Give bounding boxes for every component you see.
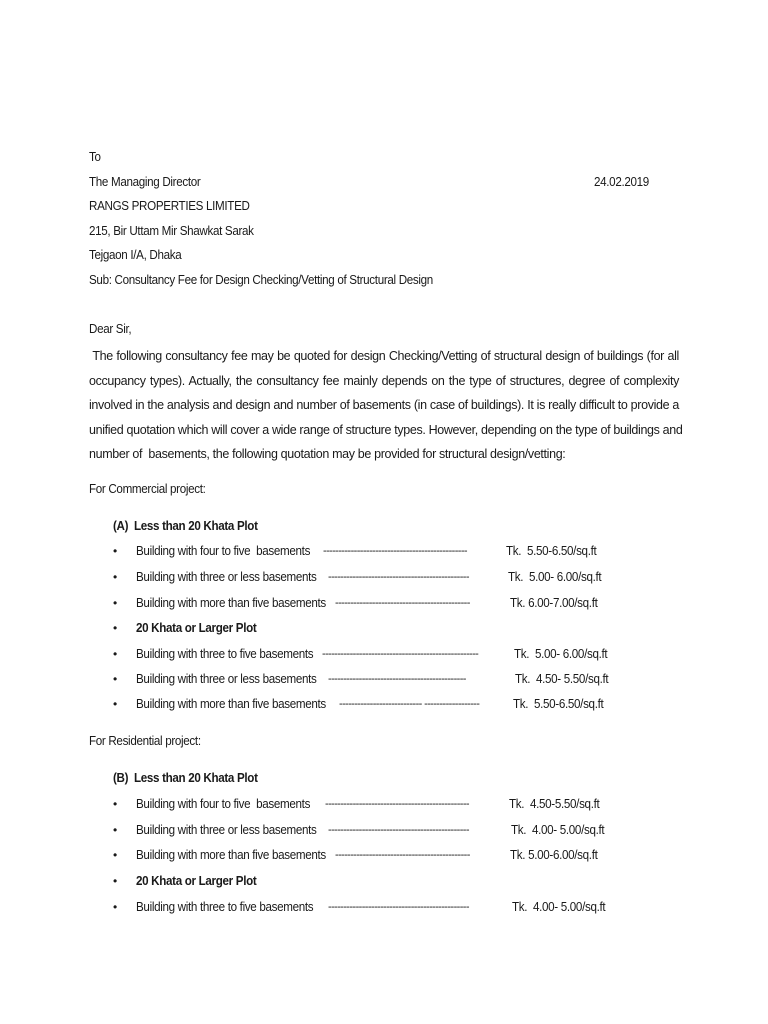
commercial-b-item-2-label: Building with three or less basements [136, 672, 317, 686]
address-line-1: 215, Bir Uttam Mir Shawkat Sarak [89, 224, 254, 238]
paragraph-line: unified quotation which will cover a wide range of structure types. However, depending on the type of buildings and [89, 422, 683, 437]
residential-b-item-1-price: Tk. 4.00- 5.00/sq.ft [512, 900, 606, 914]
address-line-2: Tejgaon I/A, Dhaka [89, 248, 182, 262]
commercial-a-item-2-label: Building with three or less basements [136, 570, 317, 584]
commercial-a-item-1-label: Building with four to five basements [136, 544, 311, 558]
leader-dashes: ---------------------------------------------- [328, 824, 469, 836]
leader-dashes: ---------------------------------------------- [328, 571, 469, 583]
leader-dashes: ----------------------------------------------- [323, 545, 467, 557]
leader-dashes: ----------------------------------------------- [325, 798, 469, 810]
leader-dashes: -------------------------------------------- [335, 597, 470, 609]
commercial-b-item-1-price: Tk. 5.00- 6.00/sq.ft [514, 647, 608, 661]
bullet-icon: • [113, 900, 118, 914]
leader-dashes: --------------------------- ------------------ [339, 698, 480, 710]
residential-a-item-1-label: Building with four to five basements [136, 797, 311, 811]
letter-date: 24.02.2019 [594, 175, 649, 189]
subject-line: Sub: Consultancy Fee for Design Checking/Vetting of Structural Design [89, 273, 433, 287]
paragraph-line: occupancy types). Actually, the consultancy fee mainly depends on the type of structures, degree of complexity [89, 373, 679, 388]
paragraph-line: involved in the analysis and design and number of basements (in case of buildings). It is really difficult to provide a [89, 398, 679, 413]
bullet-icon: • [113, 874, 118, 888]
leader-dashes: -------------------------------------------- [335, 849, 470, 861]
residential-a-item-3-label: Building with more than five basements [136, 848, 326, 862]
commercial-a-item-3-label: Building with more than five basements [136, 596, 326, 610]
commercial-a-item-2-price: Tk. 5.00- 6.00/sq.ft [508, 570, 602, 584]
commercial-b-item-3-price: Tk. 5.50-6.50/sq.ft [513, 697, 604, 711]
residential-a-item-2-price: Tk. 4.00- 5.00/sq.ft [511, 823, 605, 837]
commercial-b-item-2-price: Tk. 4.50- 5.50/sq.ft [515, 672, 609, 686]
salutation: Dear Sir, [89, 322, 132, 336]
bullet-icon: • [113, 544, 118, 558]
paragraph-line: number of basements, the following quotation may be provided for structural design/vetting: [89, 447, 566, 462]
commercial-a-item-1-price: Tk. 5.50-6.50/sq.ft [506, 544, 597, 558]
residential-a-item-2-label: Building with three or less basements [136, 823, 317, 837]
paragraph-line: The following consultancy fee may be quoted for design Checking/Vetting of structural design of buildings (for all [89, 349, 679, 363]
bullet-icon: • [113, 697, 118, 711]
commercial-b-item-1-label: Building with three to five basements [136, 647, 314, 661]
bullet-icon: • [113, 596, 118, 610]
bullet-icon: • [113, 570, 118, 584]
leader-dashes: ---------------------------------------------- [328, 901, 469, 913]
commercial-a-item-3-price: Tk. 6.00-7.00/sq.ft [510, 596, 598, 610]
recipient-title: The Managing Director [89, 175, 201, 189]
bullet-icon: • [113, 797, 118, 811]
commercial-heading: For Commercial project: [89, 482, 206, 496]
body-paragraph [89, 344, 683, 467]
bullet-icon: • [113, 672, 118, 686]
bullet-icon: • [113, 823, 118, 837]
bullet-icon: • [113, 621, 118, 635]
bullet-icon: • [113, 647, 118, 661]
leader-dashes: --------------------------------------------- [328, 673, 466, 685]
leader-dashes: --------------------------------------------------- [322, 648, 479, 660]
company-name: RANGS PROPERTIES LIMITED [89, 199, 250, 213]
residential-b-item-1-label: Building with three to five basements [136, 900, 314, 914]
commercial-section-b-title: 20 Khata or Larger Plot [136, 621, 257, 635]
residential-a-item-1-price: Tk. 4.50-5.50/sq.ft [509, 797, 600, 811]
commercial-b-item-3-label: Building with more than five basements [136, 697, 326, 711]
residential-heading: For Residential project: [89, 734, 201, 748]
to-label: To [89, 150, 101, 164]
residential-section-b-title: 20 Khata or Larger Plot [136, 874, 257, 888]
residential-section-a-title: (B) Less than 20 Khata Plot [113, 771, 258, 785]
residential-a-item-3-price: Tk. 5.00-6.00/sq.ft [510, 848, 598, 862]
bullet-icon: • [113, 848, 118, 862]
commercial-section-a-title: (A) Less than 20 Khata Plot [113, 519, 258, 533]
